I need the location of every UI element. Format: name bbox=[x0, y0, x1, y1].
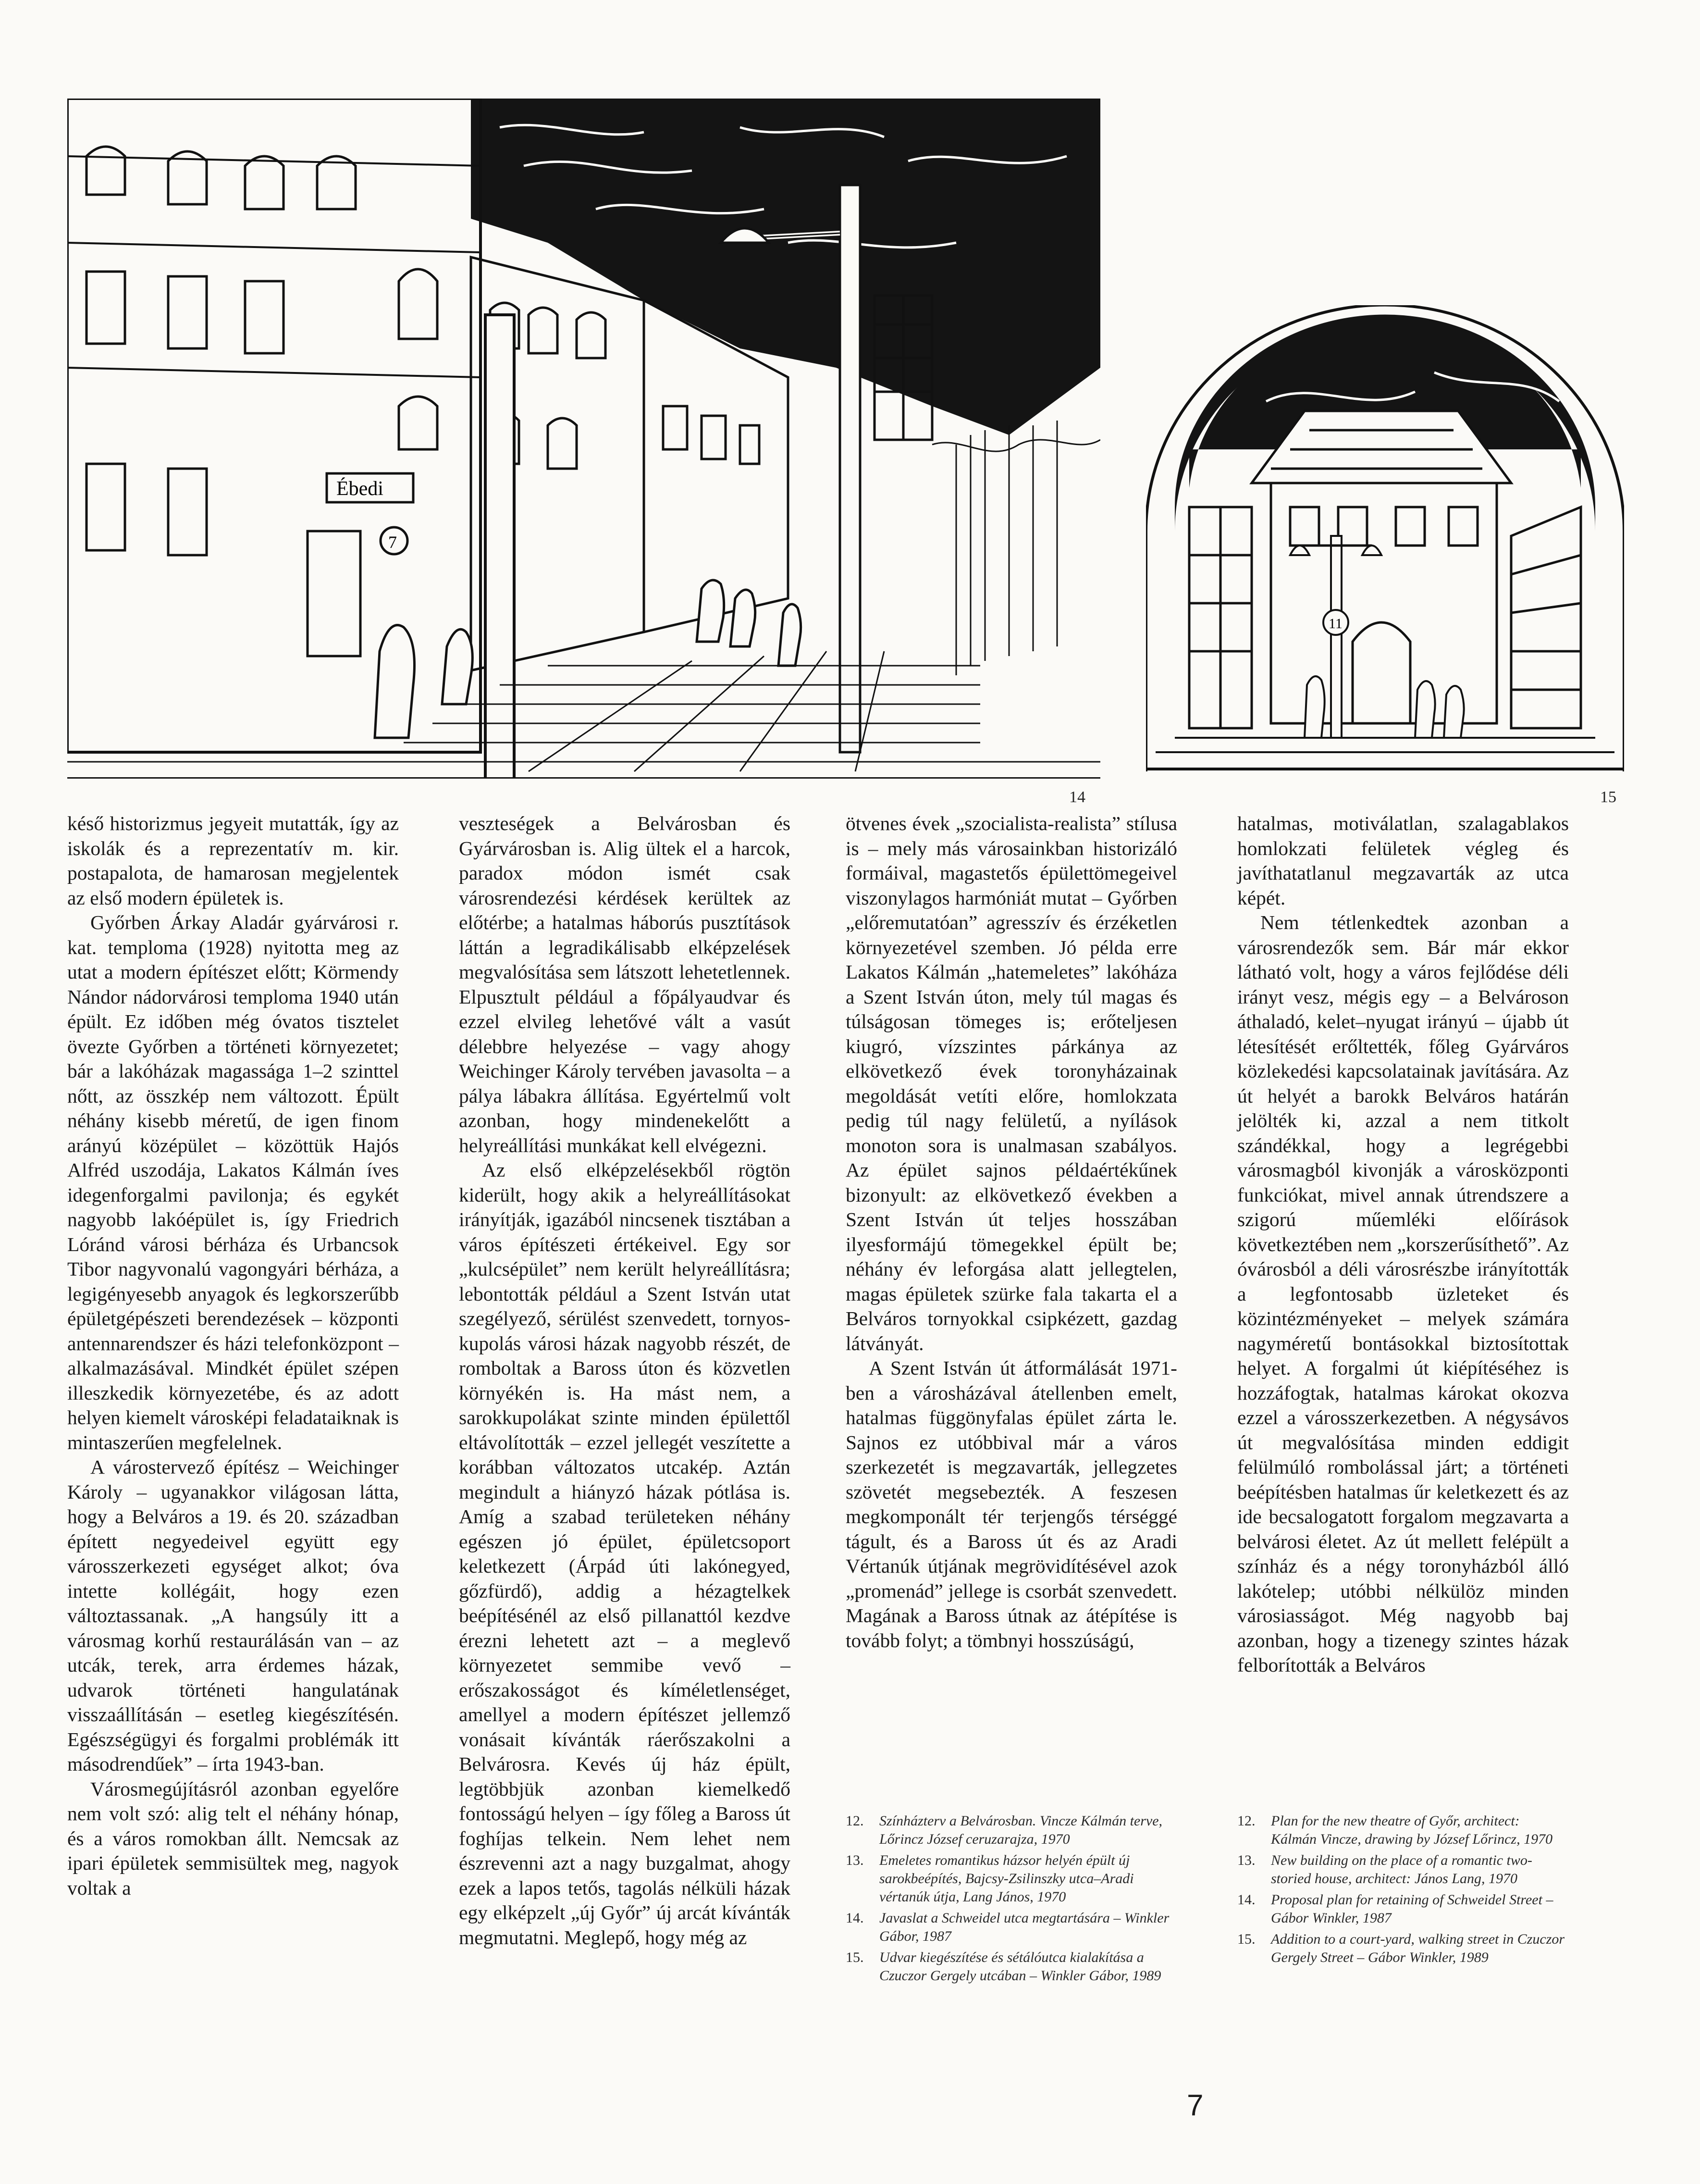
caption-number: 15. bbox=[846, 1949, 864, 1965]
figure-14-street-drawing bbox=[67, 99, 1100, 779]
caption-text: Javaslat a Schweidel utca megtartására – Winkler Gábor, 1987 bbox=[879, 1910, 1170, 1944]
text-column-2 bbox=[459, 811, 790, 1950]
svg-text:Ébedi: Ébedi bbox=[336, 478, 383, 500]
caption-item bbox=[846, 1851, 1177, 1906]
paragraph: A várostervező építész – Weichinger Károly – ugyanakkor világosan látta, hogy a Belváros a 19. és 20. században épített negyedeivel együtt egy városszerkezeti egységet alkot; óva intette kollégáit, hogy ezen változtassanak. „A hangsúly itt a városmag korhű restaurálásán van – az utcák, terek, arra érdemes házak, udvarok történeti hangulatának visszaállításán – esetleg kiegészítésén. Egészségügyi és forgalmi problémák itt másodrendűek” – írta 1943-ban. bbox=[67, 1456, 399, 1775]
caption-number: 12. bbox=[1237, 1813, 1256, 1829]
captions-hungarian bbox=[846, 1812, 1177, 1988]
text-column-4 bbox=[1237, 811, 1569, 1678]
caption-item bbox=[1237, 1930, 1569, 1967]
caption-number: 15. bbox=[1237, 1931, 1256, 1947]
text-column-1 bbox=[67, 811, 399, 1900]
caption-item bbox=[1237, 1812, 1569, 1849]
caption-text: Addition to a court-yard, walking street in Czuczor Gergely Street – Gábor Winkler, 1989 bbox=[1271, 1931, 1565, 1965]
paragraph: Győrben Árkay Aladár gyárvárosi r. kat. temploma (1928) nyitotta meg az utat a modern építészet előtt; Körmendy Nándor nádorvárosi temploma 1940 után épült. Ez időben még óvatos tisztelet övezte Győrben a történeti környezetet; bár a lakóházak magassága 1–2 szinttel nőtt, az összkép nem változott. Épült néhány kisebb méretű, de igen finom arányú középület – közöttük Hajós Alfréd uszodája, Lakatos Kálmán íves idegenforgalmi pavilonja; és egykét nagyobb lakóépület is, így Friedrich Lóránd városi bérháza és Urbancsok Tibor nagyvonalú vagongyári bérháza, a legigényesebb anyagok és legkorszerűbb épületgépészeti berendezések – központi antennarendszer és házi telefonközpont – alkalmazásával. Mindkét épület szépen illeszkedik környezetébe, és az adott helyen kiemelt városképi feladataiknak is mintaszerűen megfelelnek. bbox=[67, 911, 399, 1453]
page-number: 7 bbox=[1187, 2089, 1204, 2122]
caption-item bbox=[1237, 1891, 1569, 1927]
caption-number: 13. bbox=[1237, 1852, 1256, 1868]
caption-number: 14. bbox=[1237, 1892, 1256, 1908]
figure-number-15: 15 bbox=[1600, 788, 1616, 806]
caption-number: 12. bbox=[846, 1813, 864, 1829]
street-illustration bbox=[67, 99, 1100, 779]
caption-number: 14. bbox=[846, 1910, 864, 1926]
caption-text: Színházterv a Belvárosban. Vincze Kálmán terve, Lőrincz József ceruzarajza, 1970 bbox=[879, 1813, 1163, 1847]
caption-number: 13. bbox=[846, 1852, 864, 1868]
paragraph: késő historizmus jegyeit mutatták, így az iskolák és a reprezentatív m. kir. postapalota, de hamarosan megjelentek az első modern épületek is. bbox=[67, 812, 399, 909]
courtyard-illustration bbox=[1146, 305, 1624, 771]
caption-item bbox=[846, 1909, 1177, 1946]
text-column-3 bbox=[846, 811, 1177, 1653]
paragraph: Az első elképzelésekből rögtön kiderült, hogy akik a helyreállításokat irányítják, igazából nincsenek tisztában a város építészeti értékeivel. Egy sor „kulcsépület” nem került helyreállításra; lebontották például a Szent István utat szegélyező, sérülést szenvedett, tornyos-kupolás városi házak nagyobb részét, de romboltak a Baross úton és közvetlen környékén is. Ha mást nem, a sarokkupolákat szinte minden épülettől eltávolították – ezzel jellegét veszítette a korábban változatos utcakép. Aztán megindult a hiányzó házak pótlása is. Amíg a szabad területeken néhány egészen jó épület, épületcsoport keletkezett (Árpád úti lakónegyed, gőzfürdő), addig a hézagtelkek beépítésénél az első pillanattól kezdve érezni lehetett azt – a meglevő környezetet semmibe vevő – erőszakosságot és kíméletlenséget, amellyel a modern építészet jellemző vonásait kívánták ráerőszakolni a Belvárosra. Kevés új ház épült, legtöbbjük azonban kiemelkedő fontosságú helyen – így főleg a Baross út foghíjas telkein. Nem lehet nem észrevenni azt a nagy buzgalmat, ahogy ezek a lapos tetős, tagolás nélküli házak egy elképzelt „új Győr” új arcát kívánták megmutatni. Meglepő, hogy még az bbox=[459, 1159, 790, 1948]
caption-item bbox=[846, 1812, 1177, 1849]
caption-item bbox=[846, 1948, 1177, 1985]
paragraph: veszteségek a Belvárosban és Gyárvárosban is. Alig ültek el a harcok, paradox módon ismét csak városrendezési kérdések kerültek az előtérbe; a hatalmas háborús pusztítások láttán a legradikálisabb elképzelések megvalósítása sem látszott lehetetlennek. Elpusztult például a főpályaudvar és ezzel elvileg lehetővé vált a vasút délebbre helyezése – vagy ahogy Weichinger Károly tervében javasolta – a pálya lábakra állítása. Egyértelmű volt azonban, hogy mindenekelőtt a helyreállítási munkákat kell elvégezni. bbox=[459, 812, 790, 1156]
caption-text: New building on the place of a romantic two-storied house, architect: János Lang, 1970 bbox=[1271, 1852, 1532, 1886]
caption-item bbox=[1237, 1851, 1569, 1888]
caption-text: Proposal plan for retaining of Schweidel Street – Gábor Winkler, 1987 bbox=[1271, 1892, 1553, 1926]
caption-text: Emeletes romantikus házsor helyén épült új sarokbeépítés, Bajcsy-Zsilinszky utca–Aradi vértanúk útja, Lang János, 1970 bbox=[879, 1852, 1134, 1905]
paragraph: A Szent István út átformálását 1971-ben a városházával átellenben emelt, hatalmas függönyfalas épület zárta le. Sajnos ez utóbbival már a város szerkezetét is megzavarták, jellegzetes szövetét megsebezték. A feszesen megkomponált tér terjengős térséggé tágult, és a Baross út és az Aradi Vértanúk útjának megrövidítésével azok „promenád” jellege is csorbát szenvedett. Magának a Baross útnak az átépítése is tovább folyt; a tömbnyi hosszúságú, bbox=[846, 1357, 1177, 1651]
paragraph: ötvenes évek „szocialista-realista” stílusa is – mely más városainkban historizáló formáival, magastetős épülettömegeivel viszonylagos harmóniát mutat – Győrben „előremutatóan” agresszív és érzéketlen környezetével szemben. Jó példa erre Lakatos Kálmán „hatemeletes” lakóháza a Szent István úton, mely túl magas és túlságosan tömeges is; erőteljesen kiugró, vízszintes párkánya az elkövetkező évek toronyházainak megoldását vetíti előre, homlokzata pedig túl nagy felületű, a nyílások monoton sora is unalmasan szabályos. Az épület sajnos példaértékűnek bizonyult: az elkövetkező években a Szent István út teljes hosszában ilyesformájú tömegekkel épült be; néhány év leforgása alatt jellegtelen, magas épületek szürke fala takarta el a Belváros tornyokkal csipkézett, gazdag látványát. bbox=[846, 812, 1177, 1354]
caption-text: Udvar kiegészítése és sétálóutca kialakítása a Czuczor Gergely utcában – Winkler Gábor, 1989 bbox=[879, 1949, 1161, 1984]
paragraph: Városmegújításról azonban egyelőre nem volt szó: alig telt el néhány hónap, és a város romokban állt. Nemcsak az ipari épületek semmisültek meg, nagyok voltak a bbox=[67, 1777, 399, 1899]
figure-15-courtyard-drawing bbox=[1146, 305, 1624, 771]
paragraph: Nem tétlenkedtek azonban a városrendezők sem. Bár már ekkor látható volt, hogy a város fejlődése déli irányt vesz, mégis egy – a Belvároson áthaladó, kelet–nyugat irányú – újabb út létesítését erőltették, főleg Gyárváros közlekedési kapcsolatainak javítására. Az út helyét a barokk Belváros határán jelölték ki, azzal a nem titkolt szándékkal, hogy a legrégebbi városmagból kivonják a városközponti funkciókat, mivel annak útrendszere a szigorú műemléki előírások következtében nem „korszerűsíthető”. Az óvárosból a déli városrészbe irányították a legfontosabb üzleteket és közintézményeket – melyek számára nagyméretű bontásokkal biztosítottak helyet. A forgalmi út kiépítéséhez is hozzáfogtak, hatalmas károkat okozva ezzel a városszerkezetben. A négysávos út megvalósítása minden eddigit felülmúló rombolással járt; a történeti beépítésben hatalmas űr keletkezett és az ide becsalogatott forgalom megzavarta a belvárosi életet. Az út mellett felépült a színház és a négy toronyházból álló lakótelep; utóbbi nélkülöz minden városiasságot. Még nagyobb baj azonban, hogy a tizenegy szintes házak felborították a Belváros bbox=[1237, 911, 1569, 1676]
captions-english bbox=[1237, 1812, 1569, 1970]
figure-number-14: 14 bbox=[1069, 788, 1085, 806]
svg-text:7: 7 bbox=[388, 533, 397, 552]
svg-text:11: 11 bbox=[1329, 616, 1343, 632]
caption-text: Plan for the new theatre of Győr, architect: Kálmán Vincze, drawing by József Lőrincz, 1970 bbox=[1271, 1813, 1553, 1847]
paragraph: hatalmas, motiválatlan, szalagablakos homlokzati felületek végleg és javíthatatlanul megzavarták az utca képét. bbox=[1237, 812, 1569, 909]
